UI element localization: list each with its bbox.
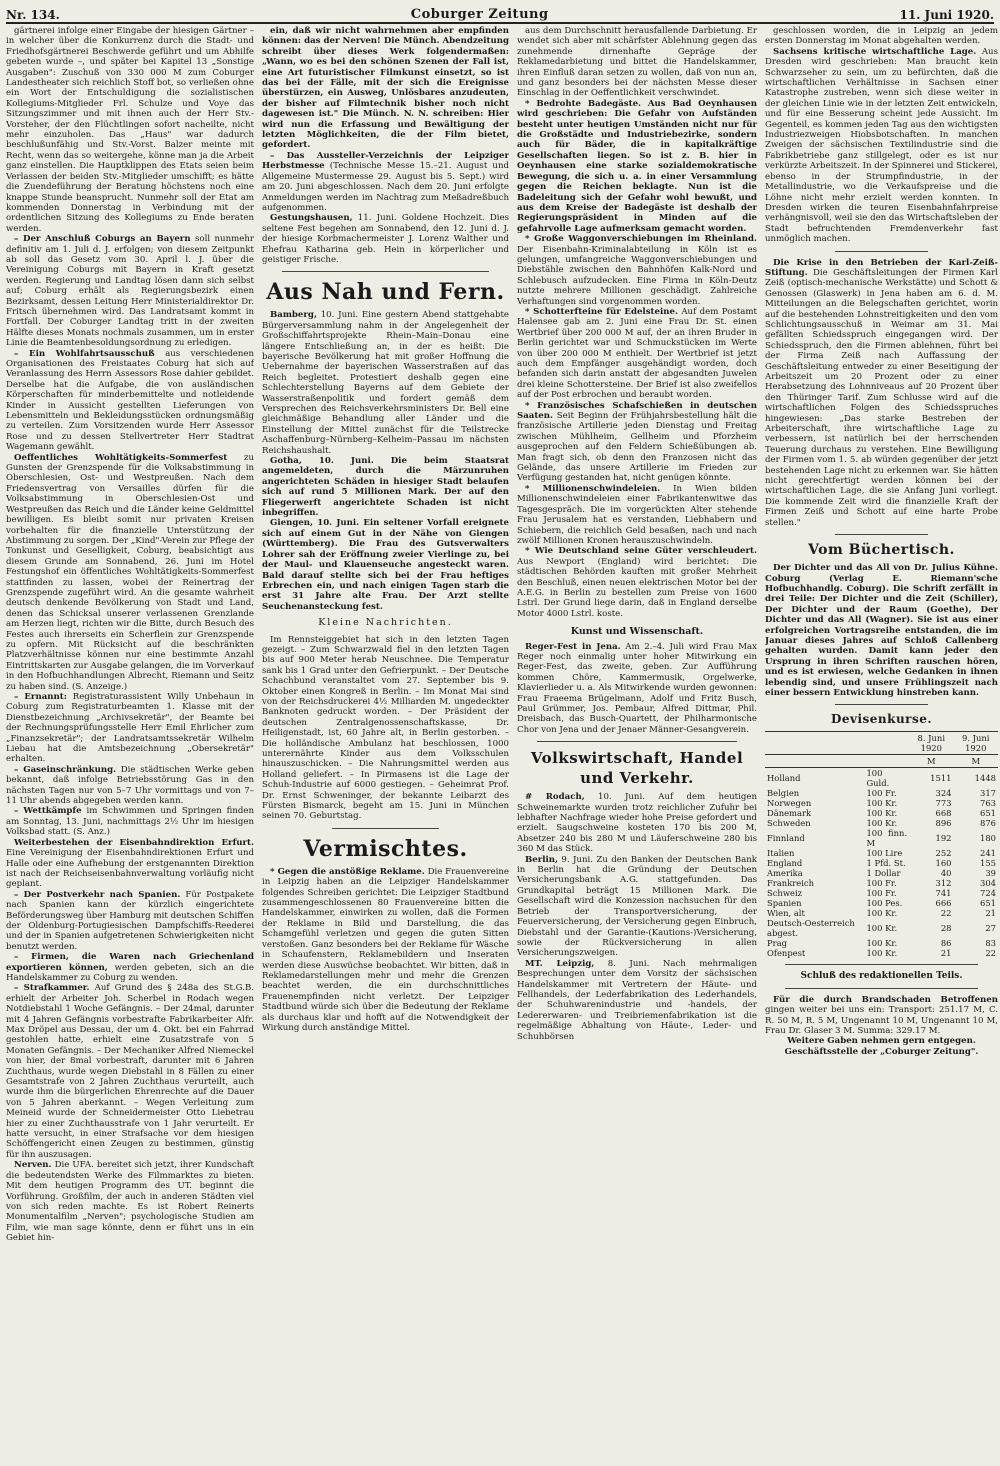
table-header [765, 732, 909, 755]
table-cell: Belgien [767, 788, 800, 799]
table-header: 8. Juni 1920 [909, 732, 953, 755]
article-paragraph [765, 258, 998, 529]
article-paragraph [517, 401, 757, 484]
column-3 [517, 26, 757, 1462]
article-text: 10. Juni. Auf dem heutigen Schweinemarkte wurden trotz reichlicher Zufuhr bei lebhafter Nachfrage wieder hohe Preise gefordert und erzielt. Saugschweine kosteten 170 bis 200 M, Absetzer 240 bis 280 M und Läuferschweine 280 bis 360 M das Stück. [517, 792, 757, 855]
article-paragraph [517, 792, 757, 854]
article-text: 10. Juni. Ein seltener Vorfall ereignete sich auf einem Gut in der Nähe von Giengen (Württemberg). Die Frau des Gutsverwalters Lohrer sah der Eröffnung zweier Vierlinge zu, bei der Maul- und Klauenseuche angesteckt waren. Bald darauf stellte sich bei der Frau heftiges Erbrechen ein, und nach einigen Tagen starb die erst 31 Jahre alte Frau. Der Arzt stellte Seuchenansteckung fest. [262, 518, 509, 612]
table-cell: 763 [980, 798, 996, 809]
table-cell: Dänemark [767, 808, 812, 819]
article-paragraph [517, 642, 757, 736]
article-text: Auf dem Postamt Halensee gab am 2. Juni eine Frau Dr. St. einen Wertbrief über 200 000 M auf, der an ihren Bruder in Berlin gerichtet war und Schmuckstücken im Werte von über 200 000 M enthielt. Der Wertbrief ist jetzt auch dem Empfänger ausgehändigt worden, doch befanden sich darin anstatt der abgesandten Juwelen drei kleine Schottersteine. Der Brief ist also zweifellos auf der Post erbrochen und beraubt worden. [517, 306, 757, 401]
article-text: von Dr. Julius Kühne. Coburg (Verlag E. Riemann'sche Hofbuchhandlg. Coburg). Die Schrift zerfällt in drei Teile: Der Dichter und die Zeit (Schiller), Der Dichter und der Raum (Goethe), Der Dichter und das All (Wagner). Sie ist aus einer erfolgreichen Vortragsreihe entstanden, die im Januar dieses Jahres auf Schloß Callenberg gehalten wurden. Damit kann jeder den Ursprung in ihren Schriften rauschen hören, und es ist erwiesen, welche Gedanken in ihnen lebendig sind, und unsere Frühlingszeit nach einer bessern Entwicklung hinstreben kann. [765, 563, 998, 698]
table-cell: 651 [980, 898, 996, 909]
table-header: M [954, 755, 999, 768]
article-heading: – Ernannt: [14, 692, 67, 702]
table-cell: 304 [980, 878, 996, 889]
table-cell: 27 [985, 923, 996, 934]
table-cell: 876 [980, 818, 996, 829]
article-paragraph [517, 855, 757, 959]
table-cell: 317 [980, 788, 996, 799]
article-text: Der Eisenbahn-Kriminalabteilung in Köln ist es gelungen, umfangreiche Waggonverschiebungen und Diebstähle zwischen den Bahnhöfen Kalk-Nord und Schlebusch aufzudecken. Eine Firma in Köln-Deutz nutzte mehrere Millionen geschädigt. Zahlreiche Verhaftungen sind vorgenommen worden. [517, 244, 757, 307]
article-text: Aus Dresden wird geschrieben: Man braucht kein Schwarzseher zu sein, um zu befürchten, daß die wirtschaftlichen Verhältnisse in Sachsen einer Katastrophe zustreben, wenn sich diese weiter in der gleichen Linie wie in der letzten Zeit entwickeln, und für eine Besserung scheint jede Aussicht. Im Gegenteil, es kommen jeden Tag aus den wichtigsten Industriezweigen Hiobsbotschaften. In manchen Zweigen der sächsischen Textilindustrie sind die Fabrikbetriebe ganz stillgelegt, oder es ist nur verkürzte Arbeitszeit. In der Spinnerei und Stickerei, ebenso in der Strumpfindustrie, in der Metallindustrie, wo die Verkaufspreise und die Löhne nicht mehr erzielt werden konnten. In Dresden wirken die teuren Eisenbahnfahrpreise verhängnisvoll, weil sie den das Wirtschaftsleben der Stadt befruchtenden Fremdenverkehr fast unmöglich machen. [765, 46, 998, 245]
section-headline: Aus Nah und Fern. [266, 279, 505, 306]
table-row [765, 888, 998, 898]
article-heading: * Bedrohte Badegäste. [525, 98, 642, 109]
table-cell: Italien [767, 848, 795, 859]
table-cell: 100 Kr. [866, 798, 898, 809]
article-heading: # Rodach, [525, 792, 585, 803]
article-text: 8. Juni. Nach mehrmaligen Besprechungen unter dem Vorsitz der sächsischen Handelskammer mit Vertretern der Häute- und Fellhandels, der Lederfabrikation des Lederhandels, der Schuhwarenindustrie und -handels, der Ledererwaren- und Treibriemenfabrikation ist die regelmäßige Abhaltung von Häute-, Leder- und Schuhbörsen [517, 958, 757, 1042]
table-cell: 324 [935, 788, 952, 799]
table-cell: 86 [940, 938, 952, 949]
table-cell: 1 Dollar [866, 868, 901, 879]
table-row [765, 828, 998, 848]
article-text: im Schwimmen und Springen finden am Sonntag, 13. Juni, nachmittags 2½ Uhr im hiesigen Volksbad statt. (S. Anz.) [6, 806, 254, 838]
article-paragraph [6, 952, 254, 983]
article-paragraph: Weitere Gaben nehmen gern entgegen. [787, 1036, 976, 1047]
table-cell: 100 Kr. [866, 818, 898, 829]
table-cell: Holland [767, 773, 801, 784]
article-paragraph [6, 806, 254, 837]
table-cell: 896 [935, 818, 952, 829]
table-row [765, 808, 998, 818]
table-cell: England [767, 858, 803, 869]
table-cell: 40 [940, 868, 952, 879]
article-text: 9. Juni. Zu den Banken der Deutschen Bank in Berlin hat die Gründung der Deutschen Versicherungsbank A.G. stattgefunden. Das Grundkapital beträgt 15 Millionen Mark. Die Gesellschaft wird die Konzession nachsuchen für den Betrieb der Transportversicherung, der Feuerversicherung, der Versicherung gegen Einbruch, Diebstahl und der Garantie-(Kautions-)Versicherung, sowie der Rückversicherung in allen Versicherungszweigen. [517, 854, 757, 959]
table-cell: 21 [985, 908, 996, 919]
article-text: Auf Grund des § 248a des St.G.B. erhielt der Arbeiter Joh. Scherbel in Rodach wegen Notdiebstahl 1 Woche Gefängnis. – Der 24mal, darunter mit 4 Jahren Gefängnis vorbestrafte Fabrikarbeiter Alfr. Max Dröpel aus Dessau, der um 4. Okt. bei ein Fahrrad gestohlen hatte, erhielt eine Zusatzstrafe von 5 Monaten Gefängnis. – Der Mechaniker Alfred Niemeckel von hier, der 8mal vorbestraft, darunter mit 6 Jahren Zuchthaus, wurde wegen Diebstahl in 8 Fällen zu einer Gesamtstrafe von 2 Jahren Zuchthaus verurteilt, auch wurde ihm die bürgerlichen Ehrenrechte auf die Dauer von 5 Jahren aberkannt. – Wegen Verleitung zum Meineid wurde der Schneidermeister Otto Liebetrau hier zu einer Zuchthausstrafe von 1 Jahr verurteilt. Er hatte versucht, in einer Strafsache vor dem hiesigen Schöffengericht einen Zeugen zu bestimmen, günstig für ihn auszusagen. [6, 983, 254, 1160]
article-paragraph [6, 692, 254, 765]
table-cell: 100 finn. M [866, 828, 908, 849]
table-cell: 100 Lire [866, 848, 903, 859]
article-paragraph: Im Rennsteiggebiet hat sich in den letzten Tagen gezeigt. – Zum Schwarzwald fiel in den letzten Tagen bis auf 900 Meter herab Neuschnee. Die Temperatur sank bis 1 Grad unter den Gefrierpunkt. – Der Deutsche Schachbund veranstaltet vom 27. September bis 9. Oktober einen Kongreß in Berlin. – Im Monat Mai sind von der Reichsdruckerei 4½ Milliarden M. ungedeckter Banknoten gedruckt worden. – Der Präsident der deutschen Zentralgenossenschaftskasse, Dr. Heiligenstadt, ist, 60 Jahre alt, in Berlin gestorben. – Die holländische Ambulanz hat beschlossen, 1000 unterernährte Kinder aus dem Volksschulen hinauszuschicken. – Die Nahrungsmittel werden aus Holland geliefert. – In Pirmasens ist die Lage der Schuh-Industrie auf 6000 gestiegen. – Geheimrat Prof. Dr. Ernst Schweninger, der bekannte Leibarzt des Fürsten Bismarck, begeht am 15. Juni in München seinen 70. Geburtstag. [262, 634, 509, 822]
article-heading: Weiterbestehen der Eisenbahndirektion Erfurt. [14, 837, 254, 848]
table-subheader-row [765, 755, 998, 768]
divider [537, 741, 737, 742]
article-heading: – Der Postverkehr nach Spanien. [14, 889, 181, 900]
article-heading: Gestungshausen, [270, 213, 353, 224]
table-header: M [909, 755, 953, 768]
article-paragraph [6, 234, 254, 348]
article-paragraph: ein, daß wir nicht wahrnehmen aber empfinden können: das der Nerven! Die Münch. Abendzeitung schreibt über dieses Werk folgendermaßen: „Wann, wo es bei den schönen Szenen der Fall ist, eine Art futuristischer Filmkunst einsetzt, so ist das bei der Fälle, mit der sich die Ereignisse überstürzen, ein Ausweg, Unlösbares anzudeuten, der bisher auf Filmtechnik bisher noch nicht dagewesen ist." Die Münch. N. N. schreiben: Hier wird nun die Erfassung und Bewältigung der letzten Möglichkeiten, die der Film bietet, gefordert. [262, 26, 509, 151]
article-heading: Bamberg, [270, 310, 317, 321]
article-heading: * Schotterfteine für Edelsteine. [525, 306, 678, 317]
article-heading: Oeffentliches Wohltätigkeits-Sommerfest [14, 452, 228, 463]
article-paragraph [517, 99, 757, 234]
table-row [765, 788, 998, 798]
article-paragraph [262, 151, 509, 213]
article-paragraph [765, 563, 998, 698]
divider [282, 271, 489, 272]
article-heading: – Strafkammer. [14, 983, 90, 994]
table-cell: Wien, alt [767, 908, 805, 919]
article-heading: Die Krise in den Betrieben der Karl-Zeiß-Stiftung. [765, 257, 998, 278]
table-header: 9. Juni 1920 [954, 732, 999, 755]
article-heading: * Wie Deutschland seine Güter verschleudert. [525, 546, 757, 557]
article-text: Für Postpakete nach Spanien kann der kürzlich eingerichtete Beförderungsweg über Hamburg mit deutschen Schiffen der Oldenburg-Portugiesischen Dampfschiffs-Reederei und der in Spanien aufgetretenen Schwierigkeiten nicht benutzt werden. [6, 889, 254, 952]
table-cell: 100 Kr. [866, 948, 898, 959]
table-header [765, 755, 909, 768]
table-cell: Spanien [767, 898, 802, 909]
section-subhead: Kleine Nachrichten. [318, 617, 453, 629]
article-paragraph [6, 890, 254, 952]
article-paragraph: geschlossen worden, die in Leipzig an jedem ersten Donnerstag im Monat abgehalten werden. [765, 26, 998, 47]
table-cell: Ofenpest [767, 948, 806, 959]
article-text: Am 2.–4. Juli wird Frau Max Reger noch einmalig unter hoher Mitwirkung ein Reger-Fest, das zweite, geben. Zur Aufführung kommen Chöre, Kammermusik, Orgelwerke, Klavierlieder u. a. Als Mitwirkende wurden gewonnen: Frau Fraeema Brügelmann, Adolf und Fritz Busch, Paul Grümmer, Jos. Pembaur, Alfred Dittmar, Phil. Dreisbach, das Busch-Quartett, der Philharmonische Chor von Jena und der Jenaer Männer-Gesangverein. [517, 641, 757, 735]
issue-date: 11. Juni 1920. [899, 8, 994, 22]
divider [785, 988, 978, 989]
article-paragraph [517, 546, 757, 619]
article-text: Seit Beginn der Frühjahrsbestellung hält die französische Artillerie jeden Dienstag und Freitag zwischen Mühlheim, Gellheim und Pforzheim ausgeprochen auf den Feldern Schießübungen ab. Man fragt sich, ob denn den Franzosen nicht das Gelände, das unsere Artillerie im Frieden zur Verfügung gestanden hat, nicht genügen könnte. [517, 411, 757, 484]
article-heading: Gotha, [270, 456, 302, 467]
table-cell: 666 [935, 898, 952, 909]
article-paragraph [517, 307, 757, 401]
article-heading: – Firmen, die Waren nach Griechenland exportieren können, [6, 952, 254, 973]
table-cell: 1511 [930, 773, 952, 784]
table-row [765, 868, 998, 878]
divider [835, 704, 928, 705]
table-cell: 22 [985, 948, 996, 959]
article-heading: – Das Aussteller-Verzeichnis der Leipziger Herbstmesse [262, 150, 509, 172]
table-cell: 155 [980, 858, 996, 869]
article-text: Die UFA. bereitet sich jetzt, ihrer Kundschaft die bedeutendsten Werke des Filmmarktes zu bieten. Mit dem heutigen Programm des UT. beginnt die Vorführung. Großfilm, der auch in anderen Städten viel von sich reden machte. Es ist Robert Reinerts Monumentalfilm „Nerven"; psychologische Studien am Film, wie man sage könnte, denn er führt uns in ein Gebiet hin- [6, 1160, 254, 1244]
table-cell: 192 [935, 833, 952, 844]
article-heading: * Gegen die anstößige Reklame. [270, 866, 425, 877]
column-1 [6, 26, 254, 1462]
article-paragraph [6, 765, 254, 807]
article-paragraph [6, 349, 254, 453]
divider [332, 828, 439, 829]
table-cell: 21 [940, 948, 952, 959]
table-row [765, 878, 998, 888]
article-paragraph [262, 518, 509, 612]
table-cell: 28 [940, 923, 952, 934]
table-row [765, 908, 998, 918]
table-cell: 312 [935, 878, 952, 889]
article-paragraph [6, 1160, 254, 1243]
table-cell: 100 Kr. [866, 908, 898, 919]
divider [835, 251, 928, 252]
table-cell: 241 [980, 848, 996, 859]
article-paragraph [517, 484, 757, 546]
closing-note: Schluß des redaktionellen Teils. [800, 971, 963, 982]
table-row [765, 898, 998, 908]
table-cell: 252 [935, 848, 952, 859]
table-cell: 100 Pes. [866, 898, 903, 909]
column-4 [765, 26, 998, 1462]
article-heading: Berlin, [525, 854, 559, 865]
article-paragraph: aus dem Durchschnitt herausfallende Darbietung. Er wendet sich aber mit schärfster Ablehnung gegen das zunehmende dirnenhafte Gepräge der Reklamedarbietung und bittet die Handelskammer, ihren Einfluß daran setzen zu wollen, daß von nun an, und ganz besonders bei der nächsten Messe dieser Einschlag in der Oeffentlichkeit verschwindet. [517, 26, 757, 99]
table-row [765, 938, 998, 948]
table-cell: 39 [985, 868, 996, 879]
article-heading: Nerven. [14, 1160, 52, 1171]
article-heading: – Wettkämpfe [14, 806, 82, 817]
table-row [765, 918, 998, 938]
table-cell: 83 [985, 938, 996, 949]
masthead [6, 0, 994, 24]
table-cell: 100 Fr. [866, 878, 897, 889]
table-cell: 180 [980, 833, 996, 844]
divider [785, 964, 978, 965]
article-heading: Reger-Fest in Jena. [525, 641, 621, 652]
table-cell: 741 [935, 888, 952, 899]
article-text: Die Frauenvereine in Leipzig haben an die Leipziger Handelskammer folgendes Schreiben gerichtet: Die Leipziger Stadtbund zusammengeschlossenen 80 Frauenvereine bitten die Handelskammer, einwirken zu wollen, daß die Formen der Reklame in Bild und Darstellung, die das Schamgefühl verletzen und gegen die guten Sitten verstoßen. Ganz besonders bei der Reklame für Wäsche in Schaufenstern, Reklamebildern und Inseraten werden diese Auswüchse beobachtet. Wir bitten, daß in Reklamedarstellungen mehr und mehr die Grenzen beachtet werden, die ein durchschnittliches Frauenempfinden nicht verletzt. Der Leipziger Stadtbund würde sich über die Bedeutung der Reklame als durchaus klar und hofft auf die Notwendigkeit der Wirkung durch anständige Mittel. [262, 866, 509, 1033]
article-paragraph [6, 983, 254, 1160]
article-paragraph: gärtnerei infolge einer Eingabe der hiesigen Gärtner – in welcher über die Konkurrenz durch die Stadt- und Friedhofsgärtnerei Beschwerde geführt und um Abhilfe gebeten wurde –, und später bei Kapitel 13 „Sonstige Ausgaben": Zuschuß von 330 000 M zum Coburger Landestheater sich reichlich Stoff bot, so verließen ohne ein Wort der Entschuldigung die sozialistischen Kollegiums-Mitglieder Frl. Schulze und Voye das Sitzungszimmer und mit ihnen auch der Herr Stv.-Vorsteher, der den Flüchtlingen sofort nacheilte, nicht mehr einzuholen. Das „Haus" war dadurch beschlußunfähig und Stv.-Vorst. Balzer meinte mit Recht, wenn das so weitergehe, könne man ja die Arbeit ganz einstellen. Die Hauptklippen des Etats seien beim Verlassen der beiden Stv.-Mitglieder umschifft; es hätte die Zuendeführung der Beratung höchstens noch eine knappe Stunde beansprucht. Nunmehr soll der Etat am kommenden Donnerstag in Verbindung mit der ordentlichen Sitzung des Kollegiums zu Ende beraten werden. [6, 26, 254, 234]
table-cell: 1 Pfd. St. [866, 858, 906, 869]
article-text: Die Geschäftsleitungen der Firmen Karl Zeiß (optisch-mechanische Werkstätte) und Schott & Genossen (Glaswerk) in Jena haben am 6. d. M. Mitteilungen an die Belegschaften gerichtet, worin auf die bestehenden Lohnstreitigkeiten und den vom Schlichtungsausschuß in Weimar am 31. Mai gefällten Schiedsspruch eingegangen wird. Der Schiedsspruch, den die Firmen ablehnen, führt bei der Firma Zeiß nach Auffassung der Geschäftsleitung entweder zu einer Beseitigung der Arbeitszeit um 20 Prozent oder zu einer Herabsetzung des Lohnniveaus auf 20 Prozent über den Thüringer Tarif. Zum Schlusse wird auf die wirtschaftlichen Folgen des Schiedsspruches hingewiesen: „Das starke Bestreben der Arbeiterschaft, ihre wirtschaftliche Lage zu verbessern, ist natürlich bei der herrschenden Teuerung durchaus zu verstehen. Eine Bewilligung der Firmen vom 1. 5. ab würden gegenüber der jetzt bestehenden Lage nicht zu erkennen war. Sie hätten nicht gerechtfertigt werden können bei der wirtschaftlichen Lage, die sie Anfang Juni vorliegt. Die kommende Zeit wird die finanzielle Kraft der Firmen Zeiß und Schott auf eine harte Probe stellen." [765, 267, 998, 528]
article-paragraph [262, 310, 509, 456]
article-text: 10. Juni. Eine gestern Abend stattgehabte Bürgerversammlung nahm in der Angelegenheit der Großschiffahrtsprojekte Rhein–Main–Donau eine längere Entschließung an, in der es heißt: Die bayerische Bevölkerung hat mit großer Hoffnung die Uebernahme der bayerischen Wasserstraßen auf das Reich begleitet. Protestiert deshalb gegen eine Schlechterstellung Bayerns auf dem Gebiete der Wasserstraßenpolitik und fordert gemäß dem Versprechen des Reichsverkehrsministers Dr. Bell eine gleichmäßige Behandlung aller Länder und die Einstellung der Mittel zunächst für die Teilstrecke Aschaffenburg–Nürnberg–Kelheim–Passau im nächsten Reichshaushalt. [262, 310, 509, 456]
table-row [765, 798, 998, 808]
section-headline: Devisenkurse. [830, 712, 933, 727]
table-cell: 1448 [974, 773, 996, 784]
table-cell: Finnland [767, 833, 805, 844]
article-heading: Giengen, [270, 518, 314, 529]
divider [835, 534, 928, 535]
article-heading: Sachsens kritische wirtschaftliche Lage. [773, 46, 977, 57]
table-row [765, 768, 998, 789]
issue-number: Nr. 134. [6, 8, 60, 22]
table-row [765, 818, 998, 828]
table-cell: Prag [767, 938, 787, 949]
table-cell: 100 Kr. [866, 808, 898, 819]
article-heading: – Ein Wohlfahrtsausschuß [14, 348, 155, 359]
article-heading: – Gaseinschränkung. [14, 764, 117, 775]
section-headline: Vom Büchertisch. [808, 542, 955, 559]
table-cell: 773 [935, 798, 952, 809]
table-cell: Amerika [767, 868, 803, 879]
article-text: 10. Juni. Die beim Staatsrat angemeldeten, durch die Märzunruhen angerichteten Schäden in hiesiger Stadt belaufen sich auf rund 5 Millionen Mark. Der auf den Fliegerwerft angerichtete Schaden ist nicht inbegriffen. [262, 456, 509, 519]
article-text: aus verschiedenen Organisationen des Freistaates Coburg hat sich auf Veranlassung des Herrn Assessors Rose dahier gebildet. Derselbe hat die Aufgabe, die von ausländischen Körperschaften für minderbemittelte und notleidende Kinder in Aussicht gestellten Lieferungen von Lebensmitteln und Bekleidungsstücken ordnungsmäßig zu verteilen. Zum Vorsitzenden wurde Herr Assessor Rose und zu dessen Stellvertreter Herr Stadtrat Wagemann gewählt. [6, 348, 254, 453]
table-cell: 100 Fr. [866, 888, 897, 899]
table-cell: 100 Guld. [866, 768, 890, 789]
article-text: Registraturassistent Willy Unbehaun in Coburg zum Registraturbeamten 1. Klasse mit der Dienstbezeichnung „Archivsekretär", der Beamte bei der Rechnungsprüfungsstelle Herr Emil Ehrlicher zum „Finanzsekretär"; der Landratsamtssekretär Wilhelm Liebau hat die Amtsbezeichnung „Obersekretär" erhalten. [6, 692, 254, 765]
newspaper-title: Coburger Zeitung [410, 7, 549, 22]
table-cell: Schweden [767, 818, 811, 829]
article-text: Die städtischen Werke geben bekannt, daß infolge Betriebsstörung Gas in den nächsten Tagen nur von 5–7 Uhr vormittags und von 7–11 Uhr abends abgegeben werden kann. [6, 764, 254, 807]
article-heading: MT. Leipzig, [525, 958, 595, 969]
section-headline: Volkswirtschaft, Handel und Verkehr. [530, 749, 744, 788]
article-text: Eine Vereinigung der Eisenbahndirektionen Erfurt und Halle oder eine Aufhebung der erstgenannten Direktion ist nach der Reichseisenbahnverwaltung vorläufig nicht geplant. [6, 848, 254, 890]
article-text: Aus Bad Oeynhausen wird geschrieben: Die Gefahr von Aufständen besteht unter heutigen Umständen nicht nur für die Großstädte und Industriebezirke, sondern auch für Bäder, die in kapitalkräftige Gesellschaften liegen. So ist z. B. hier in Oeynhausen eine starke sozialdemokratische Bewegung, die sich u. a. in einer Versammlung gegen die Reichen beklagte. Nun ist die Badeleitung sich der Gefahr wohl bewußt, und aus dem Kreise der Badegäste ist deshalb der Regierungspräsident in Minden auf die gefahrvolle Lage aufmerksam gemacht worden. [517, 98, 757, 234]
table-row [765, 858, 998, 868]
article-heading: – Der Anschluß Coburgs an Bayern [14, 234, 191, 245]
column-2 [262, 26, 509, 1462]
article-text: werden gebeten, sich an die Handelskammer zu Coburg zu wenden. [6, 962, 254, 983]
table-cell: 724 [980, 888, 996, 899]
table-cell: Frankreich [767, 878, 814, 889]
exchange-rate-table [765, 731, 998, 958]
table-header-row [765, 732, 998, 755]
article-paragraph [765, 995, 998, 1037]
article-heading: * Millionenschwindeleien. [525, 483, 661, 494]
table-cell: 100 Fr. [866, 788, 897, 799]
table-row [765, 848, 998, 858]
article-paragraph [262, 867, 509, 1034]
table-cell: 100 Kr. [866, 938, 898, 949]
table-row [765, 948, 998, 958]
table-cell: 22 [940, 908, 952, 919]
table-cell: 651 [980, 808, 996, 819]
article-text: Aus Newport (England) wird berichtet: Die städtischen Behörden kauften mit großer Mehrheit den Beschluß, einen neuen elektrischen Motor bei der A.E.G. in Berlin zu bestellen zum Preise von 1600 Lstrl. Der Grund liege darin, daß in England derselbe Motor 4000 Lstrl. koste. [517, 556, 757, 619]
article-paragraph [6, 453, 254, 692]
article-heading: Der Dichter und das All [773, 563, 890, 574]
article-paragraph [262, 213, 509, 265]
article-paragraph [6, 838, 254, 890]
article-heading: * Große Waggonverschiebungen im Rheinland. [525, 234, 757, 245]
table-cell: 100 Kr. [866, 923, 898, 934]
section-title: Kunst und Wissenschaft. [570, 626, 704, 638]
article-heading: * Französisches Schafschießen in deutschen Saaten. [517, 400, 757, 422]
article-heading: Für die durch Brandschaden Betroffenen [773, 994, 998, 1005]
article-paragraph [517, 959, 757, 1042]
section-headline: Vermischtes. [303, 835, 468, 862]
table-cell: 668 [935, 808, 952, 819]
article-text: In Wien bilden Millionenschwindeleien einer Fabrikantenwitwe das Tagesgespräch. Die im vorgerückten Alter stehende Frau Jerusalem hat es verstanden, Liebhabern und Schiebern, die reichlich Geld besaßen, nach und nach zwölf Millionen Kronen herauszuschwindeln. [517, 483, 757, 546]
article-text: gingen weiter bei uns ein: Transport: 251.17 M, C. R. 50 M, R. 5 M, Ungenannt 10 M, Ungenannt 10 M, Frau Dr. Glaser 3 M. Summa: 329.17 M. [765, 1005, 998, 1036]
article-text: (Technische Messe 15.–21. August und Allgemeine Mustermesse 29. August bis 5. Sept.) wird am 20. Juni abgeschlossen. Nach dem 20. Juni erfolgte Anmeldungen werden im Nachtrag zum Meßadreßbuch aufgenommen. [262, 161, 509, 213]
article-paragraph [517, 234, 757, 307]
article-text: zu Gunsten der Grenzspende für die Volksabstimmung in Oberschlesien, Ost- und Westpreußen. Nach dem Friedensvertrag von Versailles dürfen für die Volksabstimmung in Oberschlesien-Ost und Westpreußen das Reich und die Länder keine Geldmittel bewilligen. Es bleibt somit nur privaten Kreisen vorbehalten für die finanzielle Unterstützung der Abstimmung zu sorgen. Der „Kind"-Verein zur Pflege der Tonkunst und Geselligkeit, Coburg, beabsichtigt aus diesem Grunde am Sonnabend, 26. Juni im Hotel Festungshof ein öffentliches Wohltätigkeits-Sommerfest stattfinden zu lassen, wobei der Reinertrag der Grenzspende zugeführt wird. An die gesamte wahrheit deutsch denkende Bevölkerung von Stadt und Land, denen das Schicksal unserer verlassenen Grenzlande am Herzen liegt, richten wir die Bitte, durch Besuch des Festes auch ihrerseits ein Scherflein zur Grenzspende zu opfern. Mit Rücksicht auf die beschränkten Platzverhältnisse können nur eine bestimmte Anzahl Eintrittskarten zur Ausgabe gelangen, die im Vorverkauf in den Hofbuchhandlungen Albrecht, Riemann und Seitz zu haben sind. (S. Anzeige.) [6, 452, 254, 692]
article-text: soll nunmehr definitiv am 1. Juli d. J. erfolgen; von diesem Zeitpunkt ab soll das Gesetz vom 30. April l. J. über die Vereinigung Coburgs mit Bayern in Kraft gesetzt werden. Regierung und Landtag lösen dann sich selbst auf; Coburg erhält als Regierungsbezirk einen Bezirksamt, dessen Leitung Herr Ministerialdirektor Dr. Fritsch übernehmen wird. Das Landratsamt kommt in Fortfall. Der Coburger Landtag tritt in der zweiten Hälfte dieses Monats nochmals zusammen, um in erster Linie die Beamtenbesoldungsordnung zu erledigen. [6, 234, 254, 349]
signature: Geschäftsstelle der „Coburger Zeitung". [784, 1046, 979, 1057]
article-paragraph [765, 47, 998, 245]
table-cell: Norwegen [767, 798, 812, 809]
table-cell: Schweiz [767, 888, 803, 899]
table-cell: 160 [935, 858, 952, 869]
article-text: 11. Juni. Goldene Hochzeit. Dies seltene Fest begehen am Sonnabend, den 12. Juni d. J. der hiesige Korbmachermeister J. Lorenz Walther und Ehefrau Katharina geb. Hein in körperlicher und geistiger Frische. [262, 213, 509, 265]
table-cell: Deutsch-Oesterreich abgest. [767, 918, 855, 939]
article-paragraph [262, 456, 509, 518]
